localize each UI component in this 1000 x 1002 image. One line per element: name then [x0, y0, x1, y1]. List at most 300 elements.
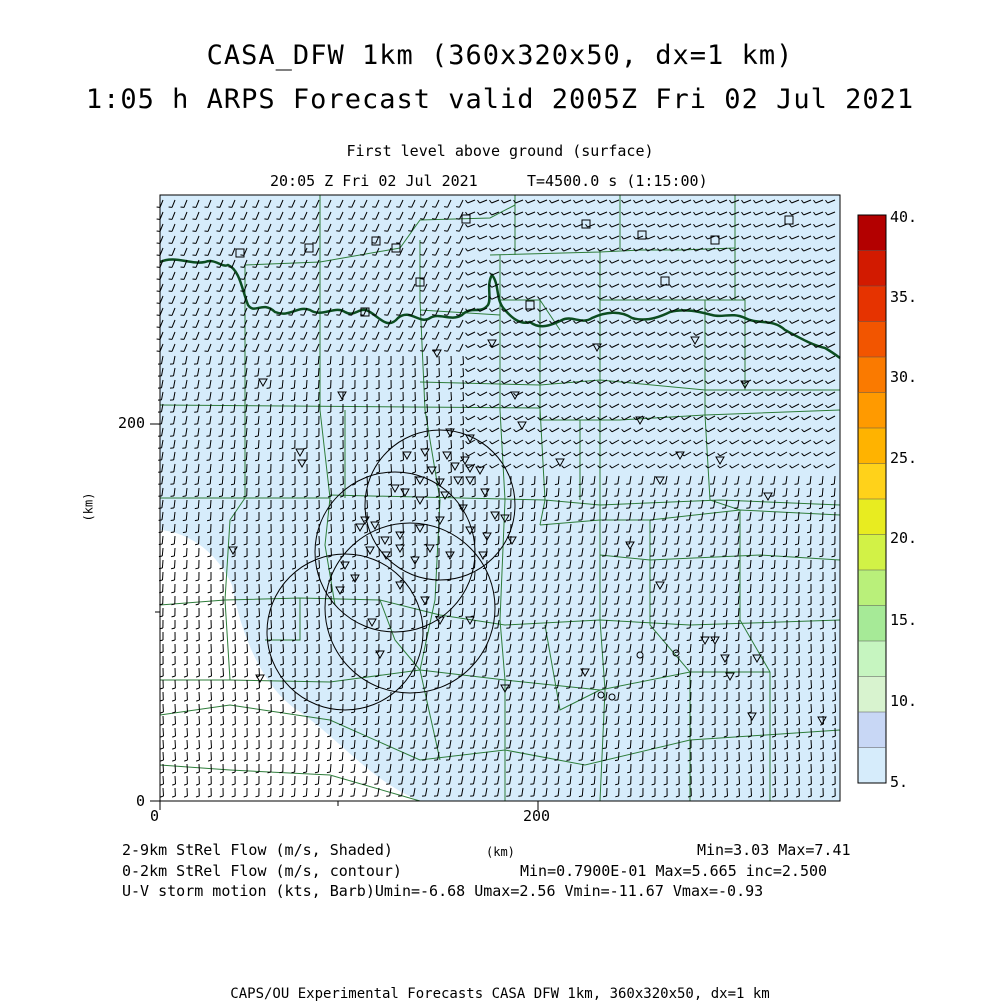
wind-barb-flag [759, 532, 763, 533]
wind-barb-flag [411, 664, 415, 665]
wind-barb-flag [432, 219, 436, 220]
wind-barb [235, 488, 236, 496]
wind-barb [186, 536, 187, 544]
wind-barb [786, 548, 787, 556]
wind-barb [391, 500, 392, 508]
wind-barb [247, 632, 248, 640]
wind-barb-flag [171, 532, 174, 533]
wind-barb-flag [519, 520, 522, 521]
wind-barb-flag [663, 652, 666, 653]
wind-barb [234, 464, 235, 472]
wind-barb-flag [336, 351, 339, 352]
wind-barb-flag [360, 243, 364, 244]
wind-barb [211, 680, 212, 688]
wind-barb [199, 692, 200, 700]
wind-barb [199, 704, 200, 712]
wind-barb [271, 644, 272, 652]
wind-barb-flag [264, 231, 268, 232]
wind-barb-flag [698, 592, 702, 593]
wind-barb-flag [276, 279, 279, 280]
wind-barb-flag [312, 267, 316, 268]
wind-barb-flag [483, 628, 486, 629]
wind-barb-flag [432, 303, 436, 304]
wind-barb-flag [408, 207, 411, 208]
wind-barb-flag [420, 207, 423, 208]
wind-barb [234, 476, 235, 484]
wind-barb [271, 440, 272, 448]
wind-barb-flag [303, 364, 307, 365]
wind-barb [403, 500, 404, 508]
wind-barb-flag [759, 568, 763, 569]
wind-barb-flag [410, 724, 414, 725]
wind-barb-flag [252, 207, 256, 208]
wind-barb-flag [207, 508, 210, 509]
wind-barb-flag [435, 628, 438, 629]
wind-barb-flag [495, 580, 499, 581]
wind-barb [415, 644, 416, 652]
wind-barb [198, 512, 199, 520]
wind-barb-flag [711, 628, 715, 629]
wind-barb [391, 476, 392, 484]
wind-barb [463, 416, 464, 424]
wind-barb-flag [735, 592, 738, 593]
wind-barb-flag [723, 640, 726, 641]
wind-barb [378, 692, 379, 700]
wind-barb-flag [435, 676, 438, 677]
wind-barb-flag [276, 339, 279, 340]
wind-barb-flag [217, 351, 220, 352]
wind-barb [714, 620, 715, 628]
wind-barb-flag [276, 207, 279, 208]
wind-barb-flag [217, 327, 220, 328]
wind-barb-flag [807, 496, 811, 497]
wind-barb-flag [507, 556, 511, 557]
wind-barb [379, 500, 380, 508]
wind-barb-flag [456, 315, 459, 316]
wind-barb [787, 560, 788, 568]
wind-barb-flag [759, 556, 763, 557]
wind-barb-flag [384, 303, 388, 304]
wind-barb-flag [336, 207, 339, 208]
wind-barb-flag [411, 652, 415, 653]
wind-barb-flag [663, 640, 666, 641]
wind-barb [295, 632, 296, 640]
wind-barb-flag [459, 592, 463, 593]
wind-barb [822, 488, 823, 496]
wind-barb-flag [471, 592, 474, 593]
wind-barb-flag [579, 484, 582, 485]
wind-barb-flag [240, 279, 244, 280]
wind-barb-flag [240, 303, 244, 304]
wind-barb [295, 404, 296, 412]
wind-barb-flag [363, 724, 367, 725]
wind-barb [403, 428, 404, 436]
wind-barb [270, 428, 271, 436]
wind-barb-flag [555, 532, 559, 533]
wind-barb [210, 488, 211, 496]
wind-barb-flag [456, 255, 459, 256]
wind-barb-flag [651, 712, 655, 713]
wind-barb-flag [279, 376, 283, 377]
wind-barb-flag [423, 640, 426, 641]
wind-barb [823, 680, 824, 688]
wind-barb-flag [396, 267, 399, 268]
wind-barb-flag [387, 676, 390, 677]
wind-barb-flag [456, 267, 459, 268]
wind-barb [307, 620, 308, 628]
wind-barb-flag [288, 303, 291, 304]
wind-barb-flag [267, 460, 270, 461]
wind-barb [823, 692, 824, 700]
wind-barb-flag [651, 700, 655, 701]
wind-barb [162, 560, 163, 568]
wind-barb [271, 596, 272, 604]
wind-barb [355, 488, 356, 496]
wind-barb-flag [531, 484, 534, 485]
wind-barb-flag [444, 243, 448, 244]
wind-barb [499, 536, 500, 544]
wind-barb-flag [663, 700, 666, 701]
wind-barb-flag [408, 279, 411, 280]
wind-barb-flag [207, 460, 210, 461]
wind-barb [474, 584, 475, 592]
wind-barb-flag [459, 652, 463, 653]
wind-barb-flag [229, 231, 232, 232]
wind-barb-flag [471, 616, 474, 617]
title-line-2: 1:05 h ARPS Forecast valid 2005Z Fri 02 Jul 2021 [0, 84, 1000, 115]
wind-barb-flag [411, 640, 415, 641]
wind-barb-flag [675, 688, 678, 689]
wind-barb-flag [264, 255, 268, 256]
wind-barb-flag [675, 712, 678, 713]
wind-barb [318, 368, 319, 376]
wind-barb-flag [264, 279, 268, 280]
wind-barb-flag [831, 484, 834, 485]
wind-barb-flag [711, 652, 714, 653]
wind-barb [738, 608, 739, 616]
wind-barb-flag [348, 207, 351, 208]
wind-barb-flag [432, 279, 436, 280]
wind-barb-flag [420, 279, 423, 280]
wind-barb [199, 524, 200, 532]
wind-barb [823, 704, 824, 712]
wind-barb-flag [264, 207, 268, 208]
wind-barb-flag [759, 580, 762, 581]
wind-barb-flag [279, 364, 283, 365]
wind-barb [786, 536, 787, 544]
wind-barb-flag [396, 351, 399, 352]
wind-barb-flag [252, 243, 256, 244]
wind-barb [222, 476, 223, 484]
wind-barb [798, 524, 799, 532]
wind-barb-flag [420, 303, 423, 304]
wind-barb [175, 560, 176, 568]
wind-barb-flag [300, 267, 304, 268]
wind-barb-flag [795, 532, 799, 533]
wind-barb-flag [375, 688, 378, 689]
wind-barb-flag [458, 664, 462, 665]
wind-barb-flag [399, 664, 403, 665]
wind-barb [546, 500, 547, 508]
wind-barb-flag [783, 556, 786, 557]
wind-barb [174, 548, 175, 556]
wind-barb-flag [387, 688, 390, 689]
wind-barb-flag [687, 616, 691, 617]
wind-barb [427, 440, 428, 448]
wind-barb-flag [819, 520, 822, 521]
wind-barb-flag [699, 652, 703, 653]
wind-barb-flag [795, 496, 799, 497]
wind-barb [223, 716, 224, 724]
wind-barb [738, 596, 739, 604]
wind-barb-flag [399, 724, 403, 725]
wind-barb-flag [183, 532, 186, 533]
wind-barb-flag [831, 496, 834, 497]
wind-barb [379, 476, 380, 484]
wind-barb [463, 356, 464, 364]
wind-barb [678, 680, 679, 688]
wind-barb-flag [384, 339, 388, 340]
wind-barb [666, 692, 667, 700]
wind-barb-flag [423, 628, 426, 629]
wind-barb-flag [759, 604, 762, 605]
wind-barb-flag [372, 327, 376, 328]
wind-barb-flag [288, 339, 291, 340]
wind-barb [463, 404, 464, 412]
wind-barb [558, 488, 559, 496]
wind-barb-flag [396, 303, 399, 304]
wind-barb-flag [288, 327, 291, 328]
wind-barb [654, 704, 655, 712]
wind-barb-flag [252, 351, 256, 352]
wind-barb [486, 572, 487, 580]
wind-barb-flag [554, 544, 558, 545]
wind-barb-flag [531, 508, 534, 509]
wind-barb-flag [471, 640, 475, 641]
wind-barb-flag [217, 279, 220, 280]
wind-barb [247, 464, 248, 472]
wind-barb [367, 704, 368, 712]
wind-barb-flag [735, 604, 738, 605]
wind-barb [247, 644, 248, 652]
wind-barb [811, 692, 812, 700]
wind-barb-flag [207, 496, 210, 497]
wind-barb-flag [831, 508, 834, 509]
wind-barb-flag [351, 712, 355, 713]
wind-barb [810, 512, 811, 520]
wind-barb-flag [579, 508, 582, 509]
wind-barb-flag [372, 339, 376, 340]
wind-barb-flag [447, 628, 451, 629]
wind-barb [762, 560, 763, 568]
wind-barb [463, 584, 464, 592]
wind-barb [823, 668, 824, 676]
wind-barb-flag [435, 640, 438, 641]
wind-barb-flag [399, 700, 403, 701]
wind-barb-flag [360, 207, 364, 208]
wind-barb-flag [243, 460, 247, 461]
wind-barb [523, 500, 524, 508]
wind-barb-flag [267, 448, 270, 449]
wind-barb-flag [360, 267, 364, 268]
wind-barb-flag [543, 532, 547, 533]
wind-barb-flag [687, 640, 691, 641]
wind-barb-flag [279, 424, 282, 425]
wind-barb [283, 428, 284, 436]
wind-barb-flag [300, 351, 304, 352]
wind-barb-flag [291, 388, 295, 389]
wind-barb-flag [372, 243, 376, 244]
wind-barb-flag [171, 568, 174, 569]
wind-barb-flag [699, 616, 703, 617]
wind-barb-flag [531, 544, 534, 545]
wind-barb-flag [255, 400, 258, 401]
wind-barb-flag [363, 712, 367, 713]
wind-barb-flag [217, 219, 220, 220]
wind-barb [294, 380, 295, 388]
wind-barb-flag [195, 508, 199, 509]
wind-barb [343, 500, 344, 508]
wind-barb-flag [231, 508, 234, 509]
wind-barb-flag [507, 592, 511, 593]
wind-barb-flag [675, 676, 678, 677]
wind-barb-flag [446, 676, 450, 677]
wind-barb-flag [639, 676, 643, 677]
wind-barb-flag [771, 544, 774, 545]
wind-barb-flag [243, 472, 247, 473]
wind-barb-flag [219, 496, 222, 497]
wind-barb [235, 668, 236, 676]
wind-barb-flag [675, 652, 678, 653]
wind-barb-flag [384, 255, 388, 256]
wind-barb-flag [171, 544, 174, 545]
wind-barb-flag [348, 303, 351, 304]
wind-barb-flag [207, 472, 211, 473]
wind-barb-flag [315, 364, 318, 365]
wind-barb-flag [312, 303, 316, 304]
wind-barb-flag [639, 700, 643, 701]
wind-barb [463, 392, 464, 400]
wind-barb-flag [324, 267, 328, 268]
wind-barb-flag [300, 339, 304, 340]
wind-barb [331, 524, 332, 532]
wind-barb-flag [627, 700, 630, 701]
wind-barb [403, 440, 404, 448]
wind-barb [835, 680, 836, 688]
wind-barb-flag [229, 243, 232, 244]
wind-barb-flag [686, 604, 690, 605]
wind-barb [403, 464, 404, 472]
wind-barb [415, 452, 416, 460]
wind-barb-flag [315, 376, 318, 377]
wind-barb-flag [276, 291, 279, 292]
wind-barb-flag [531, 556, 534, 557]
wind-barb-flag [252, 327, 256, 328]
wind-barb-flag [324, 243, 328, 244]
wind-barb [439, 380, 440, 388]
wind-barb-flag [711, 616, 715, 617]
wind-barb [834, 488, 835, 496]
wind-barb-flag [217, 207, 220, 208]
wind-barb-flag [771, 592, 774, 593]
wind-barb-flag [279, 448, 282, 449]
wind-barb [235, 704, 236, 712]
wind-barb-flag [459, 568, 463, 569]
wind-barb-flag [240, 351, 244, 352]
wind-barb-flag [312, 207, 316, 208]
wind-barb [667, 704, 668, 712]
wind-barb-flag [447, 640, 451, 641]
wind-barb-flag [243, 436, 247, 437]
wind-barb [403, 656, 404, 664]
wind-barb-flag [360, 255, 364, 256]
wind-barb-flag [229, 351, 232, 352]
wind-barb-flag [384, 231, 388, 232]
wind-barb [391, 512, 392, 520]
wind-barb-flag [207, 484, 211, 485]
wind-barb [391, 488, 392, 496]
wind-barb-flag [231, 484, 234, 485]
wind-barb [162, 548, 163, 556]
wind-barb-flag [795, 556, 799, 557]
wind-barb-flag [783, 568, 786, 569]
wind-barb-flag [372, 351, 376, 352]
wind-barb-flag [264, 315, 268, 316]
wind-barb-flag [264, 219, 268, 220]
wind-barb [211, 512, 212, 520]
wind-barb-flag [312, 291, 316, 292]
wind-barb [534, 512, 535, 520]
wind-barb-flag [240, 243, 244, 244]
wind-barb-flag [396, 231, 399, 232]
wind-barb [247, 620, 248, 628]
wind-barb-flag [300, 255, 304, 256]
wind-barb-flag [447, 664, 451, 665]
wind-barb-flag [435, 664, 438, 665]
wind-barb-flag [348, 339, 351, 340]
wind-barb-flag [315, 388, 318, 389]
wind-barb-flag [675, 664, 678, 665]
wind-barb-flag [171, 520, 174, 521]
wind-barb-flag [252, 315, 256, 316]
wind-barb-flag [288, 267, 291, 268]
wind-barb-flag [183, 508, 187, 509]
wind-barb [186, 512, 187, 520]
wind-barb-flag [288, 255, 291, 256]
wind-barb [366, 716, 367, 724]
wind-barb-flag [687, 652, 690, 653]
wind-barb-flag [735, 580, 739, 581]
wind-barb-flag [531, 568, 534, 569]
wind-barb-flag [264, 351, 268, 352]
wind-barb-flag [759, 520, 762, 521]
wind-barb-flag [543, 520, 547, 521]
wind-barb-flag [531, 520, 534, 521]
wind-barb-flag [456, 291, 459, 292]
wind-barb [535, 488, 536, 496]
wind-barb-flag [231, 436, 235, 437]
wind-barb-flag [276, 303, 279, 304]
wind-barb [690, 656, 691, 664]
wind-barb [318, 356, 319, 364]
wind-barb-flag [324, 207, 328, 208]
wind-barb-flag [471, 556, 474, 557]
wind-barb [775, 572, 776, 580]
wind-barb-flag [495, 544, 499, 545]
wind-barb-flag [420, 219, 423, 220]
wind-barb-flag [267, 412, 270, 413]
wind-barb [283, 596, 284, 604]
